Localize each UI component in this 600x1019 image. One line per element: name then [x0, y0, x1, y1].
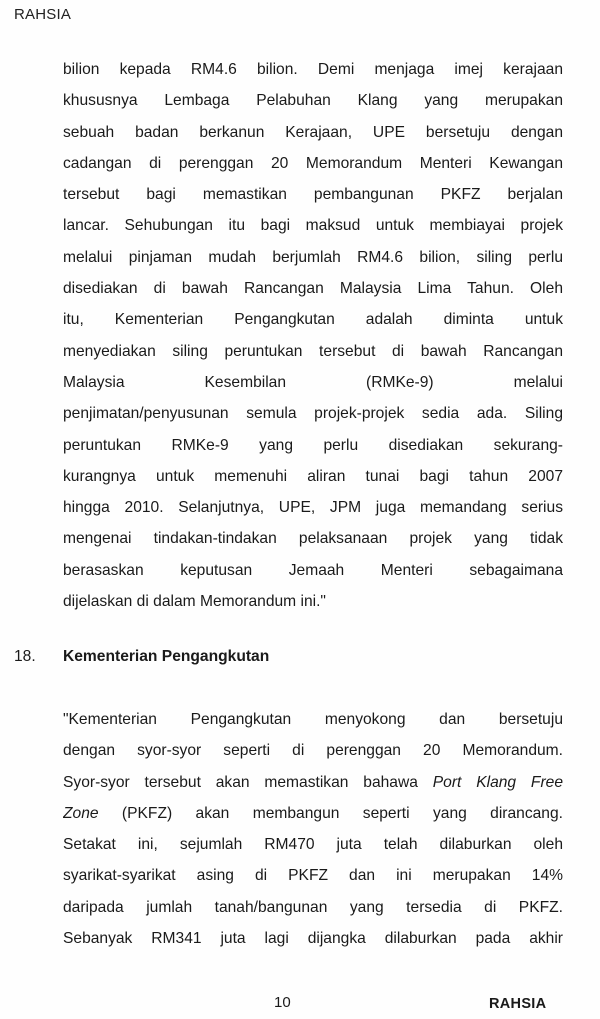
- line-text: (PKFZ) akan membangun seperti yang dirancang.: [98, 804, 563, 822]
- page-number: 10: [274, 994, 291, 1011]
- footer-classification: RAHSIA: [489, 996, 547, 1012]
- paragraph-line: dijelaskan di dalam Memorandum ini.": [63, 593, 326, 611]
- italic-term: Zone: [63, 804, 99, 822]
- paragraph-ministry-response: [63, 704, 563, 954]
- paragraph-line: Malaysia Kesembilan (RMKe-9) melalui: [63, 373, 563, 391]
- paragraph-line: penjimatan/penyusunan semula projek-projek sedia ada. Siling: [63, 405, 563, 423]
- paragraph-line: melalui pinjaman mudah berjumlah RM4.6 bilion, siling perlu: [63, 248, 563, 266]
- paragraph-line: mengenai tindakan-tindakan pelaksanaan projek yang tidak: [63, 530, 563, 548]
- paragraph-line: Setakat ini, sejumlah RM470 juta telah dilaburkan oleh: [63, 836, 563, 854]
- paragraph-continuation: [63, 54, 563, 617]
- paragraph-line: Sebanyak RM341 juta lagi dijangka dilaburkan pada akhir: [63, 930, 563, 948]
- paragraph-line: cadangan di perenggan 20 Memorandum Menteri Kewangan: [63, 154, 563, 172]
- paragraph-line: itu, Kementerian Pengangkutan adalah diminta untuk: [63, 311, 563, 329]
- paragraph-line: sebuah badan berkanun Kerajaan, UPE bersetuju dengan: [63, 123, 563, 141]
- paragraph-line: [63, 767, 563, 798]
- paragraph-line: berasaskan keputusan Jemaah Menteri sebagaimana: [63, 561, 563, 579]
- paragraph-line: dengan syor-syor seperti di perenggan 20 Memorandum.: [63, 742, 563, 760]
- header-classification: RAHSIA: [14, 6, 72, 23]
- paragraph-line: tersebut bagi memastikan pembangunan PKFZ berjalan: [63, 186, 563, 204]
- paragraph-line: kurangnya untuk memenuhi aliran tunai bagi tahun 2007: [63, 467, 563, 485]
- line-text: Syor-syor tersebut akan memastikan bahawa: [63, 773, 433, 791]
- paragraph-line: disediakan di bawah Rancangan Malaysia Lima Tahun. Oleh: [63, 280, 563, 298]
- italic-term: Port Klang Free: [432, 773, 563, 791]
- paragraph-line: khususnya Lembaga Pelabuhan Klang yang merupakan: [63, 92, 563, 110]
- paragraph-line: [63, 798, 563, 829]
- section-title: Kementerian Pengangkutan: [63, 648, 270, 665]
- paragraph-line: hingga 2010. Selanjutnya, UPE, JPM juga memandang serius: [63, 499, 563, 517]
- section-number: 18.: [14, 648, 36, 665]
- paragraph-line: lancar. Sehubungan itu bagi maksud untuk membiayai projek: [63, 217, 563, 235]
- paragraph-line: "Kementerian Pengangkutan menyokong dan bersetuju: [63, 711, 563, 728]
- paragraph-line: peruntukan RMKe-9 yang perlu disediakan sekurang-: [63, 436, 563, 454]
- paragraph-line: bilion kepada RM4.6 bilion. Demi menjaga imej kerajaan: [63, 61, 563, 78]
- paragraph-line: daripada jumlah tanah/bangunan yang tersedia di PKFZ.: [63, 898, 563, 916]
- section-heading: [14, 642, 574, 672]
- paragraph-line: menyediakan siling peruntukan tersebut di bawah Rancangan: [63, 342, 563, 360]
- paragraph-line: syarikat-syarikat asing di PKFZ dan ini merupakan 14%: [63, 867, 563, 885]
